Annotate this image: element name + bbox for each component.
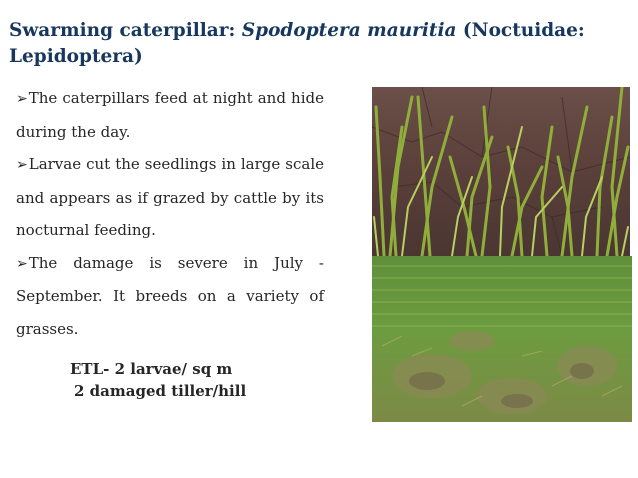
title-prefix: Swarming caterpillar:: [9, 20, 242, 41]
slide-title: [9, 18, 629, 70]
bullet-text: The caterpillars feed at night and hide during the day.: [16, 89, 324, 141]
rice-seedlings-closeup-photo: [372, 87, 630, 256]
bullet-item: [16, 82, 324, 148]
etl-line-1: ETL- 2 larvae/ sq m: [70, 360, 233, 378]
bullet-list: [16, 82, 324, 345]
title-suffix: (Noctuidae: Lepidoptera): [9, 20, 585, 67]
bullet-item: [16, 247, 324, 346]
bullet-text: The damage is severe in July - September. It breeds on a variety of grasses.: [16, 253, 324, 338]
arrow-bullet-icon: ➢: [16, 255, 28, 272]
arrow-bullet-icon: ➢: [16, 157, 28, 173]
damaged-rice-field-photo: [372, 256, 632, 422]
etl-line-2: 2 damaged tiller/hill: [74, 382, 247, 400]
arrow-bullet-icon: ➢: [16, 91, 28, 107]
bullet-text: Larvae cut the seedlings in large scale and appears as if grazed by cattle by its nocturnal feeding.: [16, 155, 324, 239]
title-species: Spodoptera mauritia: [241, 20, 457, 41]
bullet-item: [16, 148, 324, 247]
etl-block: [70, 358, 246, 402]
